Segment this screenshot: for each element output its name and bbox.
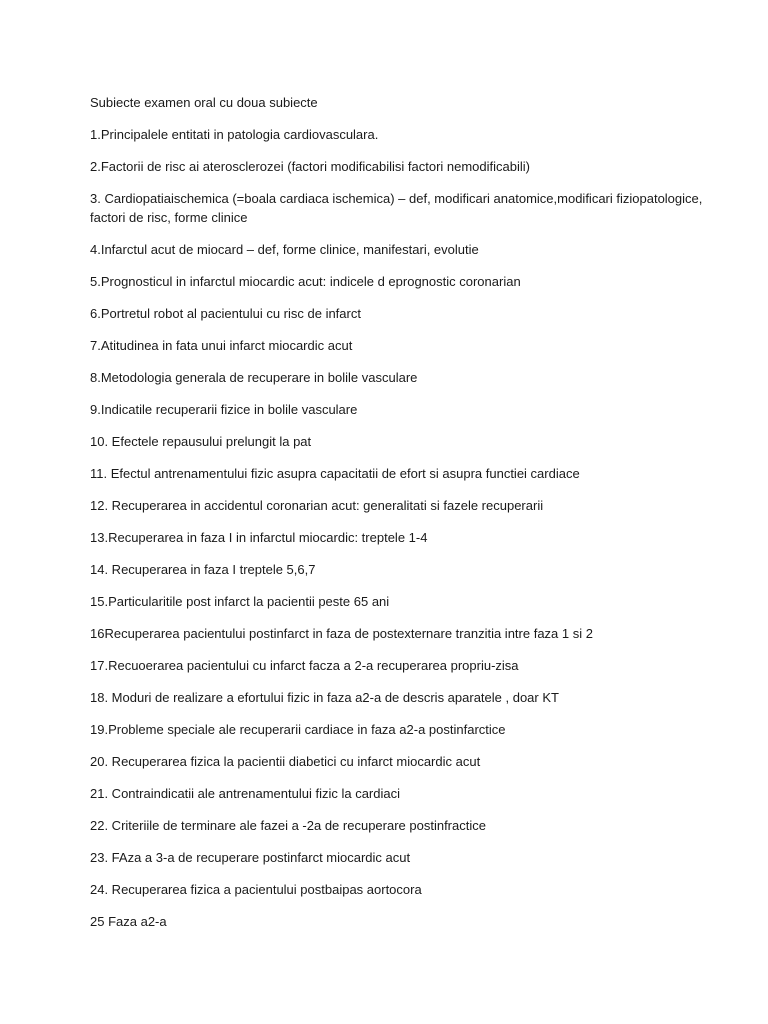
topic-item-2: 2.Factorii de risc ai aterosclerozei (factori modificabilisi factori nemodificabili) bbox=[90, 159, 530, 174]
topic-item-7: 7.Atitudinea in fata unui infarct miocardic acut bbox=[90, 338, 353, 353]
topic-item-9: 9.Indicatile recuperarii fizice in bolile vasculare bbox=[90, 402, 358, 417]
topic-item-11: 11. Efectul antrenamentului fizic asupra capacitatii de efort si asupra functiei cardiace bbox=[90, 466, 580, 481]
topic-item-23: 23. FAza a 3-a de recuperare postinfarct miocardic acut bbox=[90, 850, 411, 865]
topic-item-4: 4.Infarctul acut de miocard – def, forme clinice, manifestari, evolutie bbox=[90, 242, 479, 257]
topic-item-12: 12. Recuperarea in accidentul coronarian acut: generalitati si fazele recuperarii bbox=[90, 498, 544, 513]
topic-item-17: 17.Recuoerarea pacientului cu infarct facza a 2-a recuperarea propriu-zisa bbox=[90, 658, 519, 673]
topic-item-3: 3. Cardiopatiaischemica (=boala cardiaca ischemica) – def, modificari anatomice,modificari fiziopatologice, factori de risc, forme clinice bbox=[90, 191, 703, 225]
topic-item-24: 24. Recuperarea fizica a pacientului postbaipas aortocora bbox=[90, 882, 422, 897]
topic-item-6: 6.Portretul robot al pacientului cu risc de infarct bbox=[90, 306, 361, 321]
topic-item-8: 8.Metodologia generala de recuperare in bolile vasculare bbox=[90, 370, 418, 385]
topic-item-15: 15.Particularitile post infarct la pacientii peste 65 ani bbox=[90, 594, 390, 609]
topic-item-10: 10. Efectele repausului prelungit la pat bbox=[90, 434, 312, 449]
document-title: Subiecte examen oral cu doua subiecte bbox=[90, 95, 318, 110]
topic-item-19: 19.Probleme speciale ale recuperarii cardiace in faza a2-a postinfarctice bbox=[90, 722, 506, 737]
topic-item-25: 25 Faza a2-a bbox=[90, 914, 167, 929]
topic-item-18: 18. Moduri de realizare a efortului fizic in faza a2-a de descris aparatele , doar KT bbox=[90, 690, 559, 705]
topic-item-20: 20. Recuperarea fizica la pacientii diabetici cu infarct miocardic acut bbox=[90, 754, 481, 769]
topic-item-22: 22. Criteriile de terminare ale fazei a -2a de recuperare postinfractice bbox=[90, 818, 486, 833]
document-body bbox=[90, 93, 730, 944]
topic-item-21: 21. Contraindicatii ale antrenamentului fizic la cardiaci bbox=[90, 786, 400, 801]
topic-item-1: 1.Principalele entitati in patologia cardiovasculara. bbox=[90, 127, 379, 142]
topic-item-14: 14. Recuperarea in faza I treptele 5,6,7 bbox=[90, 562, 316, 577]
topic-item-16: 16Recuperarea pacientului postinfarct in faza de postexternare tranzitia intre faza 1 si 2 bbox=[90, 626, 593, 641]
topic-item-13: 13.Recuperarea in faza I in infarctul miocardic: treptele 1-4 bbox=[90, 530, 428, 545]
topic-item-5: 5.Prognosticul in infarctul miocardic acut: indicele d eprognostic coronarian bbox=[90, 274, 521, 289]
